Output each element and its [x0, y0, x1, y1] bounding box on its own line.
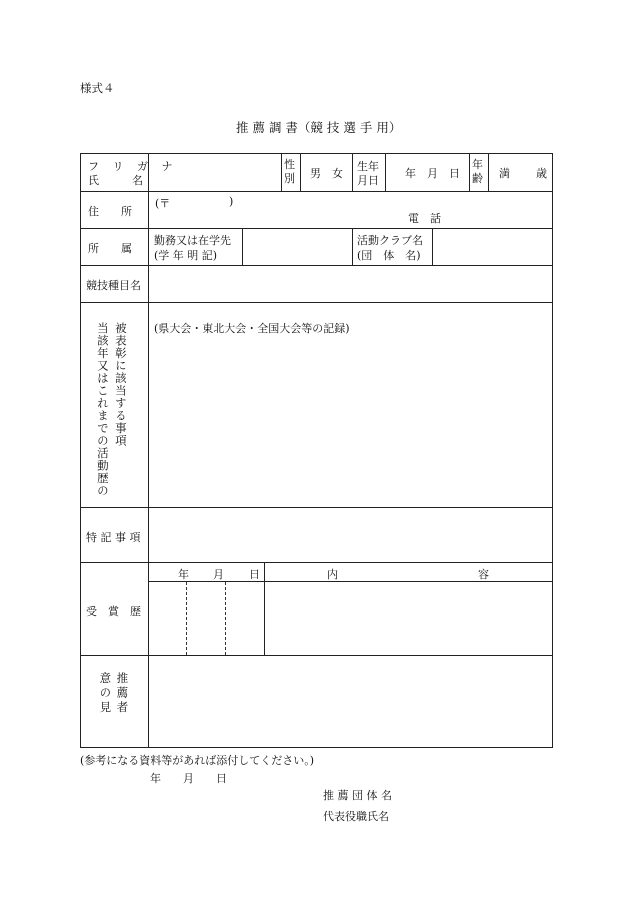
work-school-label: 勤務又は在学先: [154, 234, 231, 247]
postal-code-open: (〒: [155, 197, 171, 210]
representative-label: 代表役職氏名: [323, 810, 389, 823]
form-number: 様式４: [80, 81, 115, 95]
opinion-label-line1: 推薦者: [115, 672, 130, 716]
age-label: 年齢: [472, 158, 483, 185]
history-label-line1: 被表彰に該当する事項: [113, 322, 128, 447]
age-prefix: 満: [499, 167, 510, 180]
birth-label-bottom: 月日: [357, 174, 379, 187]
name-label: 氏 名: [88, 174, 143, 187]
club-label: 活動クラブ名: [357, 234, 423, 247]
affiliation-label: 所 属: [88, 242, 132, 255]
gender-label: 性別: [284, 158, 295, 185]
furigana-label: フ リ ガ ナ: [88, 160, 178, 173]
history-hint: (県大会・東北大会・全国大会等の記録): [154, 322, 350, 335]
gender-options[interactable]: 男 女: [310, 167, 343, 180]
awards-content-header-right: 容: [478, 568, 489, 581]
name-field[interactable]: [150, 155, 280, 189]
opinion-label-line2: 意の見: [98, 672, 113, 716]
history-label-line2: 当該年又はこれまでの活動歴の: [95, 322, 110, 497]
attachment-note: (参考になる資料等があれば添付してください。): [80, 754, 315, 767]
age-suffix: 歳: [536, 167, 547, 180]
club-sublabel: (団 体 名): [357, 249, 421, 262]
awards-day-header: 日: [249, 568, 260, 581]
recommending-org-label: 推 薦 団 体 名: [323, 789, 392, 802]
phone-label: 電 話: [408, 212, 441, 225]
footer-date: 年 月 日: [150, 772, 227, 785]
special-notes-label: 特 記 事 項: [86, 531, 141, 544]
awards-month-header: 月: [213, 568, 224, 581]
postal-code-close: ): [229, 195, 234, 208]
sport-label: 競技種目名: [86, 279, 141, 292]
birth-label-top: 生年: [357, 160, 379, 173]
address-label: 住 所: [88, 205, 132, 218]
awards-label: 受 賞 歴: [86, 605, 141, 618]
awards-year-header: 年: [178, 568, 189, 581]
birth-date-field[interactable]: 年 月 日: [405, 167, 460, 180]
work-school-sublabel: (学 年 明 記): [154, 249, 218, 262]
page-title: 推 薦 調 書（競 技 選 手 用）: [236, 120, 402, 135]
awards-content-header-left: 内: [327, 568, 338, 581]
